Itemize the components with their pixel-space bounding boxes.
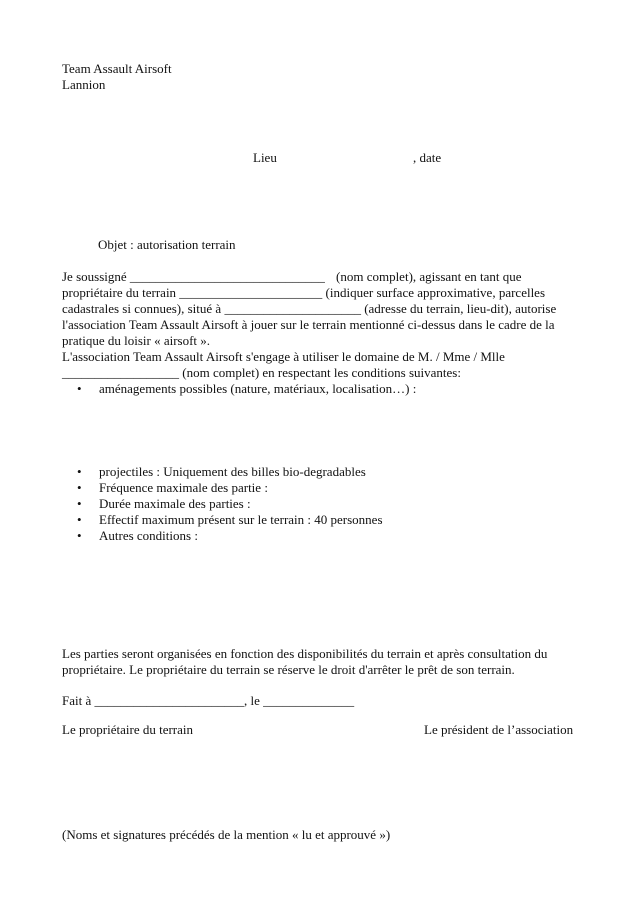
signature-note: (Noms et signatures précédés de la mention « lu et approuvé ») — [62, 827, 391, 842]
subject-line: Objet : autorisation terrain — [98, 237, 236, 252]
body-line-7: __________________ (nom complet) en respectant les conditions suivantes: — [62, 365, 461, 380]
body-line-3: cadastrales si connues), situé à _____________________ (adresse du terrain, lieu-dit), autorise — [62, 301, 557, 316]
org-name: Team Assault Airsoft — [62, 61, 172, 76]
bullet-marker: • — [77, 528, 82, 543]
signed-at-line: Fait à _______________________, le ______________ — [62, 693, 355, 708]
body-line-1b: (nom complet), agissant en tant que — [336, 269, 522, 284]
condition-item: Effectif maximum présent sur le terrain : 40 personnes — [99, 512, 383, 527]
org-city: Lannion — [62, 77, 106, 92]
amenagements-item: aménagements possibles (nature, matériaux, localisation…) : — [99, 381, 417, 396]
bullet-marker: • — [77, 512, 82, 527]
condition-item: Fréquence maximale des partie : — [99, 480, 268, 495]
condition-item: projectiles : Uniquement des billes bio-degradables — [99, 464, 366, 479]
bullet-marker: • — [77, 464, 82, 479]
condition-item: Autres conditions : — [99, 528, 198, 543]
closing-line-2: propriétaire. Le propriétaire du terrain se réserve le droit d'arrêter le prêt de son terrain. — [62, 662, 515, 677]
body-line-1a: Je soussigné ______________________________ — [62, 269, 325, 284]
closing-line-1: Les parties seront organisées en fonction des disponibilités du terrain et après consultation du — [62, 646, 548, 661]
condition-item: Durée maximale des parties : — [99, 496, 251, 511]
bullet-marker: • — [77, 480, 82, 495]
place-field: Lieu — [253, 150, 277, 165]
owner-signature-label: Le propriétaire du terrain — [62, 722, 194, 737]
body-line-4: l'association Team Assault Airsoft à jouer sur le terrain mentionné ci-dessus dans le cadre de la — [62, 317, 555, 332]
body-line-5: pratique du loisir « airsoft ». — [62, 333, 211, 348]
body-line-6: L'association Team Assault Airsoft s'engage à utiliser le domaine de M. / Mme / Mlle — [62, 349, 505, 364]
bullet-marker: • — [77, 496, 82, 511]
body-line-2: propriétaire du terrain ______________________ (indiquer surface approximative, parcelles — [62, 285, 546, 300]
bullet-marker: • — [77, 381, 82, 396]
president-signature-label: Le président de l’association — [424, 722, 574, 737]
date-field: , date — [413, 150, 442, 165]
